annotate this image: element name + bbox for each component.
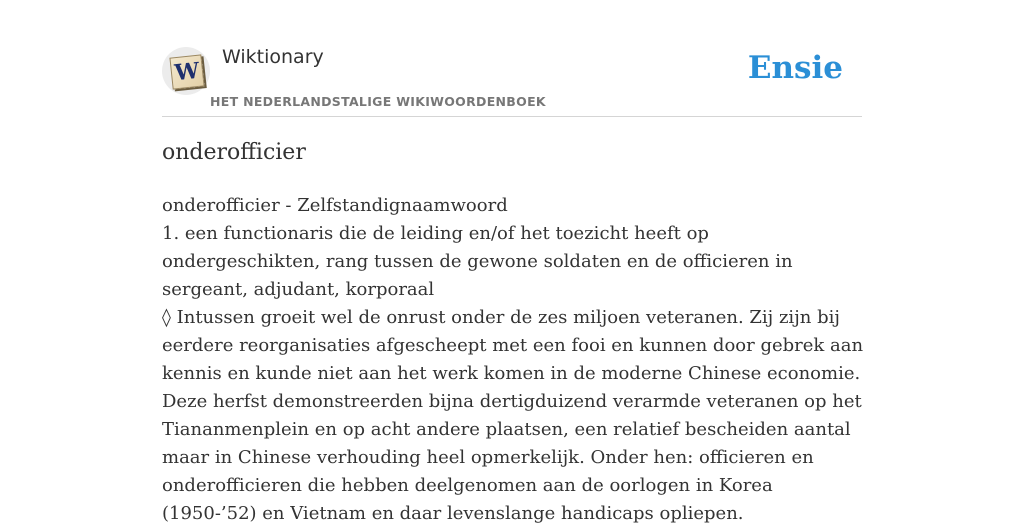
site-name[interactable]: Wiktionary	[222, 46, 324, 68]
site-header	[162, 40, 862, 117]
entry-body	[162, 192, 864, 528]
part-of-speech-line: onderofficier - Zelfstandignaamwoord	[162, 195, 508, 216]
wiktionary-logo-icon[interactable]	[162, 47, 210, 95]
site-tagline: HET NEDERLANDSTALIGE WIKIWOORDENBOEK	[210, 94, 546, 109]
entry-title: onderofficier	[162, 140, 306, 165]
definition-text: 1. een functionaris die de leiding en/of het toezicht heeft op ondergeschikten, rang tussen de gewone soldaten en de officieren in sergeant, adjudant, korporaal	[162, 223, 793, 300]
logo-letter: W	[169, 54, 204, 89]
example-text: ◊ Intussen groeit wel de onrust onder de zes miljoen veteranen. Zij zijn bij eerdere reorganisaties afgescheept met een fooi en kunnen door gebrek aan kennis en kunde niet aan het werk komen in de moderne Chinese economie. Deze herfst demonstreerden bijna dertigduizend verarmde veteranen op het Tiananmenplein en op acht andere plaatsen, een relatief bescheiden aantal maar in Chinese verhouding heel opmerkelijk. Onder hen: officieren en onderofficieren die hebben deelgenomen aan de oorlogen in Korea (1950-’52) en Vietnam en daar levenslange handicaps opliepen.	[162, 307, 864, 524]
ensie-brand-link[interactable]: Ensie	[747, 50, 843, 86]
